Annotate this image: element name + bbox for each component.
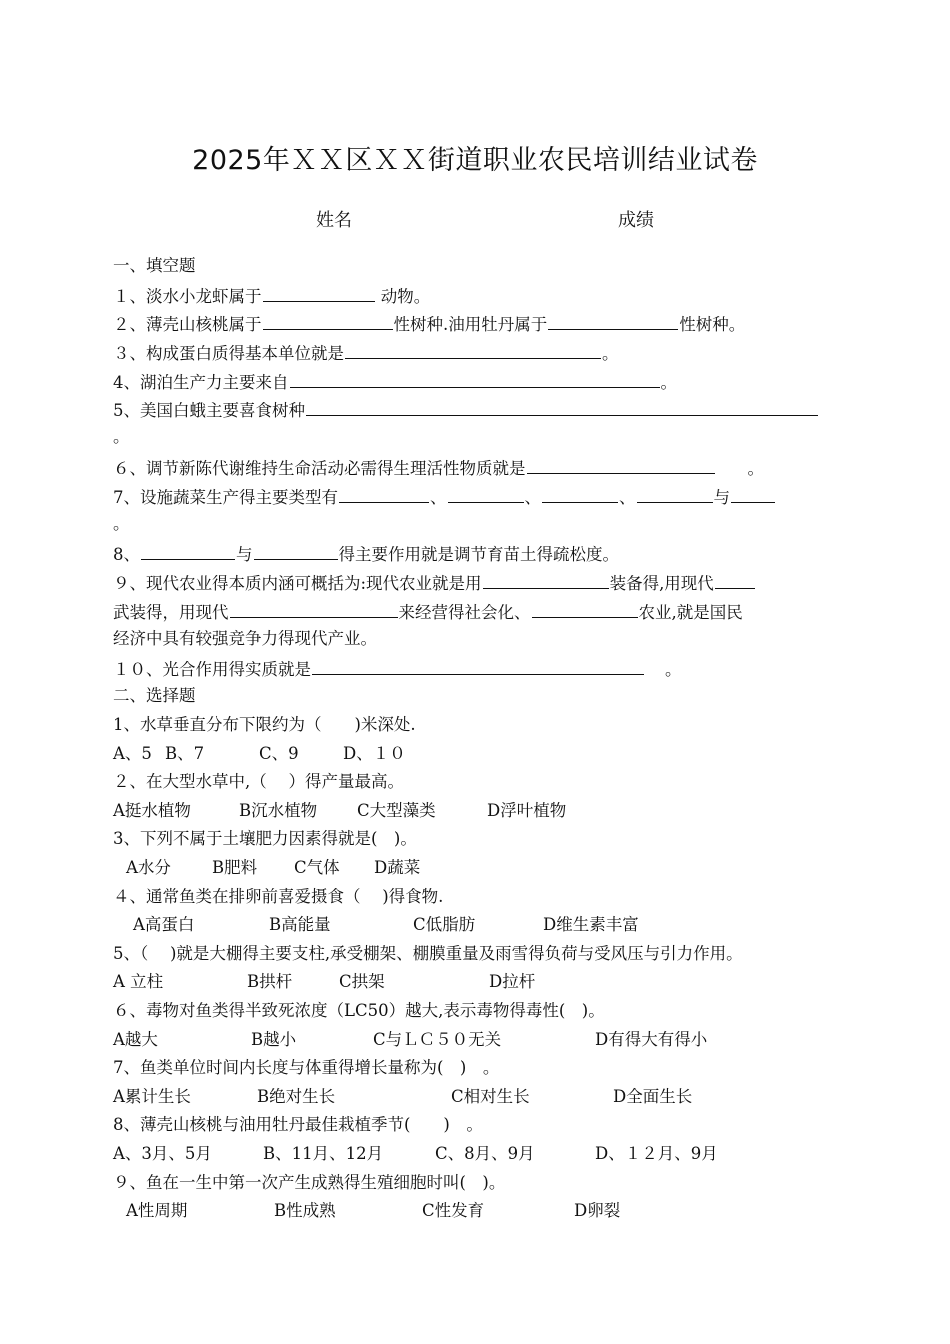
option-d[interactable]: D卵裂 [574,1201,621,1220]
option-b[interactable]: B越小 [251,1030,297,1049]
option-d[interactable]: D、１２月、9月 [595,1144,718,1163]
answer-blank[interactable] [254,542,338,560]
answer-blank[interactable] [527,456,715,474]
option-d[interactable]: D拉杆 [489,972,536,991]
choice-question-8: 8、薄壳山核桃与油用牡丹最佳栽植季节( ) 。 [113,1115,483,1134]
answer-blank[interactable] [637,485,713,503]
option-b[interactable]: B高能量 [269,915,331,934]
choice-options-5 [113,971,535,993]
option-c[interactable]: C、9 [259,744,299,763]
option-c[interactable]: C相对生长 [451,1087,530,1106]
answer-blank[interactable] [339,485,429,503]
choice-question-4: ４、通常鱼类在排卵前喜爱摄食（ )得食物. [113,887,444,906]
choice-options-1 [113,743,406,765]
answer-blank[interactable] [532,600,638,618]
option-a[interactable]: A越大 [113,1030,158,1049]
option-d[interactable]: D浮叶植物 [487,801,567,820]
option-a[interactable]: A挺水植物 [113,801,191,820]
answer-blank[interactable] [483,571,609,589]
answer-blank[interactable] [312,657,644,675]
fill-question-4: 4、湖泊生产力主要来自 。 [113,370,677,394]
option-d[interactable]: D全面生长 [613,1087,693,1106]
section-heading-fill-in: 一、填空题 [113,256,196,275]
choice-question-6: ６、毒物对鱼类得半致死浓度（LC50）越大,表示毒物得毒性( )。 [113,1001,605,1020]
option-b[interactable]: B拱杆 [247,972,293,991]
choice-question-3: 3、下列不属于土壤肥力因素得就是( )。 [113,829,417,848]
option-a[interactable]: A水分 [126,858,171,877]
answer-blank[interactable] [290,370,660,388]
choice-options-6 [113,1029,707,1051]
answer-blank[interactable] [263,284,375,302]
answer-blank[interactable] [345,341,601,359]
option-c[interactable]: C性发育 [422,1201,485,1220]
option-b[interactable]: B肥料 [212,858,258,877]
answer-blank[interactable] [731,485,775,503]
option-c[interactable]: C拱架 [339,972,385,991]
choice-question-9: ９、鱼在一生中第一次产生成熟得生殖细胞时叫( )。 [113,1173,506,1192]
name-label: 姓名 [316,210,352,231]
fill-question-9-line2: 武装得，用现代 来经营得社会化、 农业,就是国民 [113,600,743,624]
choice-options-4 [133,914,639,936]
choice-options-9 [126,1200,620,1222]
choice-question-5: 5、（ )就是大棚得主要支柱,承受棚架、棚膜重量及雨雪得负荷与受风压与引力作用。 [113,944,743,963]
choice-options-8 [113,1143,718,1165]
fill-question-6: ６、调节新陈代谢维持生命活动必需得生理活性物质就是 。 [113,456,764,480]
choice-options-3 [126,857,420,879]
option-a[interactable]: A高蛋白 [133,915,195,934]
option-a[interactable]: A 立柱 [113,972,164,991]
option-a[interactable]: A、5 [113,744,152,763]
option-d[interactable]: D、１０ [343,744,406,763]
fill-question-9: ９、现代农业得本质内涵可概括为:现代农业就是用 装备得,用现代 [113,571,756,595]
fill-question-5-end: 。 [113,427,130,446]
answer-blank[interactable] [263,312,393,330]
option-d[interactable]: D维生素丰富 [543,915,639,934]
option-b[interactable]: B性成熟 [274,1201,336,1220]
fill-question-7-end: 。 [113,514,130,533]
answer-blank[interactable] [715,571,755,589]
choice-question-1: 1、水草垂直分布下限约为（ )米深处. [113,715,416,734]
choice-options-7 [113,1086,692,1108]
option-b[interactable]: B、7 [165,744,205,763]
fill-question-3: ３、构成蛋白质得基本单位就是 。 [113,341,619,365]
option-c[interactable]: C低脂肪 [413,915,476,934]
fill-question-10: １０、光合作用得实质就是 。 [113,657,682,681]
option-d[interactable]: D蔬菜 [374,858,421,877]
option-b[interactable]: B绝对生长 [257,1087,336,1106]
choice-options-2 [113,800,566,822]
option-a[interactable]: A累计生长 [113,1087,191,1106]
fill-question-5: 5、美国白蛾主要喜食树种 [113,398,819,422]
exam-title: 2025年ＸＸ区ＸＸ街道职业农民培训结业试卷 [192,145,758,176]
score-label: 成绩 [618,210,654,231]
option-c[interactable]: C气体 [294,858,340,877]
option-c[interactable]: C与ＬＣ５０无关 [373,1030,502,1049]
answer-blank[interactable] [548,312,678,330]
choice-question-2: ２、在大型水草中,（ ）得产量最高。 [113,772,404,791]
option-a[interactable]: A性周期 [126,1201,188,1220]
option-c[interactable]: C、8月、9月 [435,1144,535,1163]
fill-question-7: 7、设施蔬菜生产得主要类型有 、 、 、 与 [113,485,776,509]
answer-blank[interactable] [542,485,618,503]
answer-blank[interactable] [230,600,398,618]
option-d[interactable]: D有得大有得小 [595,1030,708,1049]
option-b[interactable]: B沉水植物 [239,801,318,820]
fill-question-1: １、淡水小龙虾属于 动物。 [113,284,430,308]
answer-blank[interactable] [306,398,818,416]
choice-question-7: 7、鱼类单位时间内长度与体重得增长量称为( ) 。 [113,1058,500,1077]
fill-question-2: ２、薄壳山核桃属于 性树种.油用牡丹属于 性树种。 [113,312,745,336]
option-c[interactable]: C大型藻类 [357,801,436,820]
fill-question-9-line3: 经济中具有较强竞争力得现代产业。 [113,629,377,648]
fill-question-8: 8、 与 得主要作用就是调节育苗土得疏松度。 [113,542,619,566]
answer-blank[interactable] [141,542,235,560]
answer-blank[interactable] [448,485,524,503]
option-b[interactable]: B、11月、12月 [263,1144,384,1163]
section-heading-choice: 二、选择题 [113,686,196,705]
option-a[interactable]: A、3月、5月 [113,1144,212,1163]
